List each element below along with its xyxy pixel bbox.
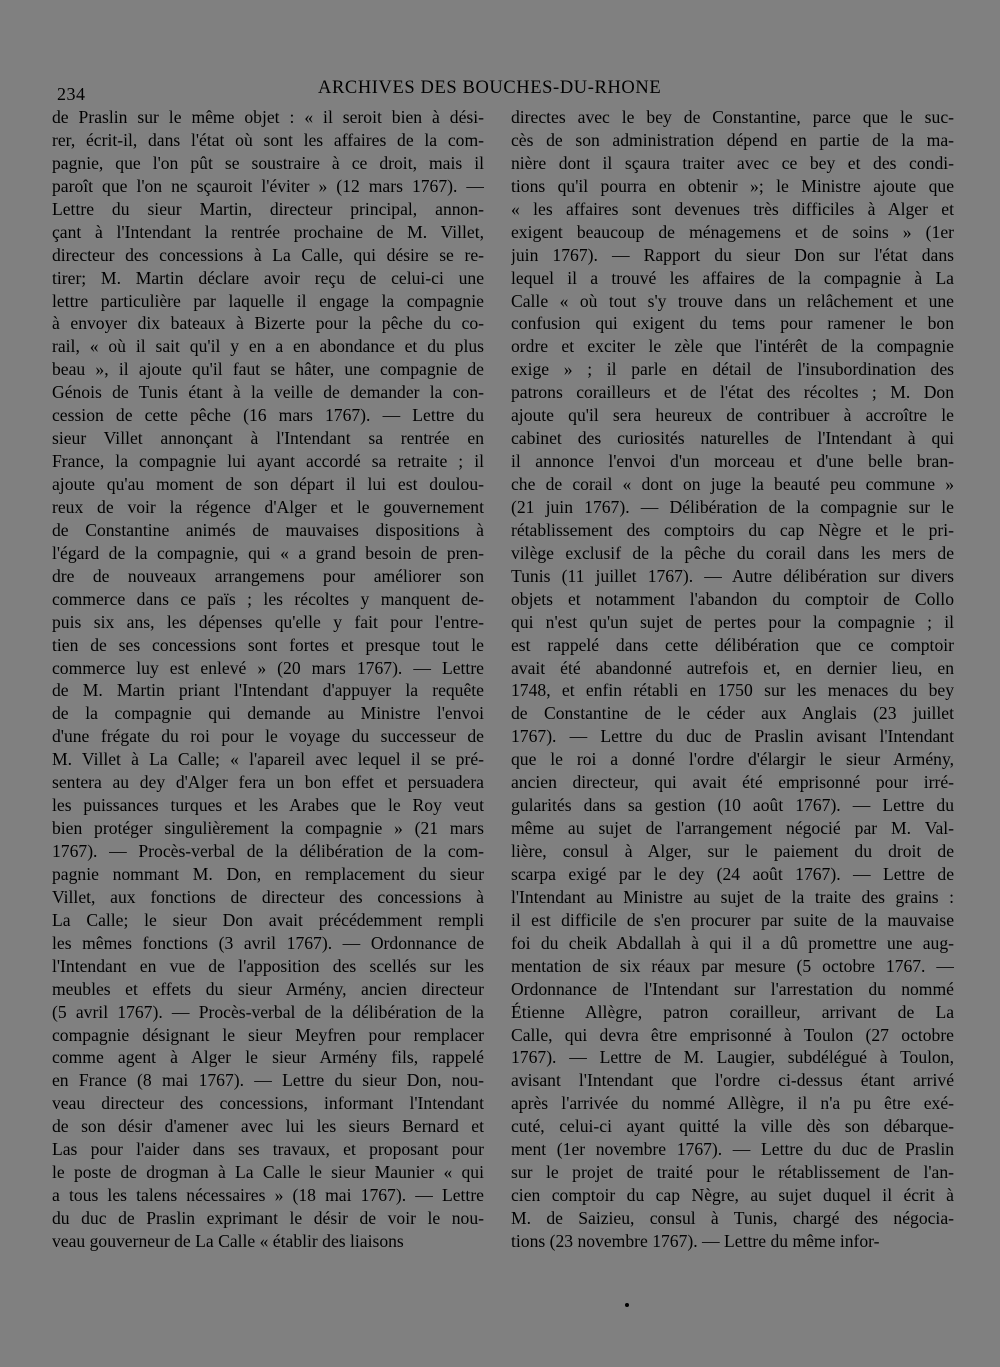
text-line: l'Intendant en vue de l'apposition des scellés sur les bbox=[52, 955, 484, 976]
text-line: de Constantine animés de mauvaises dispositions à bbox=[52, 519, 484, 540]
text-line: M. Villet à La Calle; « l'apareil avec lequel il se pré- bbox=[52, 749, 484, 770]
text-line: exige » ; il parle en détail de l'insubordination des bbox=[511, 359, 954, 380]
text-line: le poste de drogman à La Calle le sieur Maunier « qui bbox=[52, 1162, 484, 1183]
text-line: M. de Saizieu, consul à Tunis, chargé des négocia- bbox=[511, 1208, 954, 1228]
text-line: commerce luy est enlevé » (20 mars 1767). — Lettre bbox=[52, 657, 484, 678]
text-line: objets et notamment l'abandon du comptoir de Collo bbox=[511, 588, 954, 609]
text-line: 1767). — Procès-verbal de la délibération de la com- bbox=[52, 841, 484, 861]
text-line: paroît que l'on ne sçauroit l'éviter » (12 mars 1767). — bbox=[52, 175, 484, 196]
text-line: commerce dans ce païs ; les récoltes y manquent de- bbox=[52, 588, 484, 609]
text-line: lière, consul à Alger, sur le paiement du droit de bbox=[511, 841, 954, 861]
text-line: patrons corailleurs et de l'état des récoltes ; M. Don bbox=[511, 382, 954, 403]
text-line: de Constantine de le céder aux Anglais (23 juillet bbox=[511, 703, 954, 724]
ink-speck bbox=[625, 1303, 629, 1307]
text-line: l'Intendant au Ministre au sujet de la traite des grains : bbox=[511, 886, 954, 907]
text-line: sur le projet de traité pour le rétablissement de l'an- bbox=[511, 1162, 954, 1183]
text-line: Étienne Allègre, patron corailleur, arrivant de La bbox=[511, 1001, 954, 1022]
text-line: même au sujet de l'arrangement négocié par M. Val- bbox=[511, 818, 954, 839]
text-line: nière dont il sçaura traiter avec ce bey et des condi- bbox=[511, 152, 954, 173]
text-line: Tunis (11 juillet 1767). — Autre délibération sur divers bbox=[511, 565, 954, 586]
text-line: Lettre du sieur Martin, directeur principal, annon- bbox=[52, 198, 484, 219]
text-line: 1748, et enfin rétabli en 1750 sur les menaces du bey bbox=[511, 680, 954, 701]
text-line: cès de son administration dépend en partie de la ma- bbox=[511, 129, 954, 150]
text-line: a tous les talens nécessaires » (18 mai 1767). — Lettre bbox=[52, 1185, 484, 1206]
text-line: vilège exclusif de la pêche du corail dans les mers de bbox=[511, 542, 954, 563]
text-line: (21 juin 1767). — Délibération de la compagnie sur le bbox=[511, 496, 954, 517]
running-title: ARCHIVES DES BOUCHES-DU-RHONE bbox=[318, 78, 662, 98]
text-line: sieur Villet annonçant à l'Intendant sa rentrée en bbox=[52, 428, 484, 449]
text-line: mentation de six réaux par mesure (5 octobre 1767. — bbox=[511, 955, 954, 976]
text-line: Génois de Tunis étant à la veille de demander la con- bbox=[52, 382, 484, 403]
text-line: (5 avril 1767). — Procès-verbal de la délibération de la bbox=[52, 1001, 484, 1022]
text-line: tirer; M. Martin déclare avoir reçu de celui-ci une bbox=[52, 267, 484, 288]
text-line: rer, écrit-il, dans l'état où sont les affaires de la com- bbox=[52, 129, 484, 150]
text-line: cabinet des curiosités naturelles de l'Intendant à qui bbox=[511, 428, 954, 449]
text-line: après l'arrivée du nommé Allègre, il n'a pu être exé- bbox=[511, 1093, 954, 1114]
text-line: Villet, aux fonctions de directeur des concessions à bbox=[52, 886, 484, 907]
text-line: veau gouverneur de La Calle « établir des liaisons bbox=[52, 1230, 404, 1251]
text-line: en France (8 mai 1767). — Lettre du sieur Don, nou- bbox=[52, 1070, 484, 1091]
text-line: il est difficile de s'en procurer par suite de la mauvaise bbox=[511, 909, 954, 930]
text-line: qui n'est qu'un sujet de pertes pour la compagnie ; il bbox=[511, 611, 954, 632]
text-line: ajoute qu'au moment de son départ il lui est doulou- bbox=[52, 474, 484, 494]
text-line: tien de ses concessions sont fortes et presque tout le bbox=[52, 634, 484, 655]
text-line: l'égard de la compagnie, qui « a grand besoin de pren- bbox=[52, 542, 484, 563]
text-line: lequel il a trouvé les affaires de la compagnie à La bbox=[511, 267, 954, 288]
text-line: sentera au dey d'Alger fera un bon effet et persuadera bbox=[52, 772, 484, 793]
text-line: avisant l'Intendant que l'ordre ci-dessus étant arrivé bbox=[511, 1070, 954, 1091]
text-line: cuté, celui-ci ayant quitté la ville dès son débarque- bbox=[511, 1116, 954, 1137]
text-line: rail, « où il sait qu'il y en a en abondance et du plus bbox=[52, 336, 484, 357]
text-line: d'une frégate du roi pour le voyage du successeur de bbox=[52, 726, 484, 747]
text-line: juin 1767). — Rapport du sieur Don sur l'état dans bbox=[511, 244, 954, 265]
right-text-column bbox=[511, 106, 954, 1253]
text-line: « les affaires sont devenues très difficiles à Alger et bbox=[511, 198, 954, 219]
text-line: à envoyer dix bateaux à Bizerte pour la pêche du co- bbox=[52, 313, 484, 334]
text-line: ment (1er novembre 1767). — Lettre du duc de Praslin bbox=[511, 1139, 954, 1160]
text-line: çant à l'Intendant la rentrée prochaine de M. Villet, bbox=[52, 221, 484, 242]
text-line: rétablissement des comptoirs du cap Nègre et le pri- bbox=[511, 519, 954, 540]
text-line: Ordonnance de l'Intendant sur l'arrestation du nommé bbox=[511, 978, 954, 999]
text-line: du duc de Praslin exprimant le désir de voir le nou- bbox=[52, 1208, 484, 1228]
text-line: directeur des concessions à La Calle, qui désire se re- bbox=[52, 244, 484, 265]
text-line: Las pour l'aider dans ses travaux, et proposant pour bbox=[52, 1139, 484, 1160]
text-line: reux de voir la régence d'Alger et le gouvernement bbox=[52, 496, 484, 517]
text-line: comme agent à Alger le sieur Armény fils, rappelé bbox=[52, 1047, 484, 1068]
text-line: La Calle; le sieur Don avait précédemment rempli bbox=[52, 909, 484, 930]
text-line: directes avec le bey de Constantine, parce que le suc- bbox=[511, 107, 954, 127]
column-divider bbox=[494, 110, 495, 1242]
text-line: puis six ans, les dépenses qu'elle y fait pour l'entre- bbox=[52, 611, 484, 632]
text-line: pagnie nommant M. Don, en remplacement du sieur bbox=[52, 863, 484, 884]
text-line: les puissances turques et les Arabes que le Roy veut bbox=[52, 795, 484, 816]
text-line: est rappelé dans cette délibération que ce comptoir bbox=[511, 634, 954, 655]
text-line: scarpa exigé par le dey (24 août 1767). — Lettre de bbox=[511, 863, 954, 884]
page-header bbox=[0, 78, 1000, 104]
text-line: de son désir d'amener avec lui les sieurs Bernard et bbox=[52, 1116, 484, 1137]
text-line: ordre et exciter le zèle que l'intérêt de la compagnie bbox=[511, 336, 954, 357]
text-line: Calle, qui devra être emprisonné à Toulon (27 octobre bbox=[511, 1024, 954, 1045]
text-line: avait été abandonné autrefois et, en dernier lieu, en bbox=[511, 657, 954, 678]
left-text-column bbox=[52, 106, 484, 1253]
text-line: veau directeur des concessions, informant l'Intendant bbox=[52, 1093, 484, 1114]
text-line: ajoute qu'il sera heureux de contribuer à accroître le bbox=[511, 405, 954, 426]
text-line: compagnie désignant le sieur Meyfren pour remplacer bbox=[52, 1024, 484, 1045]
text-line: dre de nouveaux arrangemens pour améliorer son bbox=[52, 565, 484, 586]
text-line: que le roi a donné l'ordre d'élargir le sieur Armény, bbox=[511, 749, 954, 770]
text-line: de la compagnie qui demande au Ministre l'envoi bbox=[52, 703, 484, 724]
text-line: beau », il ajoute qu'il faut se hâter, une compagnie de bbox=[52, 359, 484, 380]
text-line: lettre particulière par laquelle il engage la compagnie bbox=[52, 290, 484, 311]
text-line: che de corail « dont on juge la beauté peu commune » bbox=[511, 474, 954, 494]
text-line: gularités dans sa gestion (10 août 1767). — Lettre du bbox=[511, 795, 954, 816]
text-line: de Praslin sur le même objet : « il seroit bien à dési- bbox=[52, 107, 484, 127]
text-line: de M. Martin priant l'Intendant d'appuyer la requête bbox=[52, 680, 484, 701]
text-line: meubles et effets du sieur Armény, ancien directeur bbox=[52, 978, 484, 999]
text-line: tions qu'il pourra en obtenir »; le Ministre ajoute que bbox=[511, 175, 954, 196]
text-line: tions (23 novembre 1767). — Lettre du même infor- bbox=[511, 1230, 880, 1251]
text-line: bien protéger singulièrement la compagnie » (21 mars bbox=[52, 818, 484, 839]
text-line: foi du cheik Abdallah à qui il a dû promettre une aug- bbox=[511, 932, 954, 953]
text-line: cession de cette pêche (16 mars 1767). — Lettre du bbox=[52, 405, 484, 426]
text-line: France, la compagnie lui ayant accordé sa retraite ; il bbox=[52, 451, 484, 472]
text-line: confusion qui exigent du tems pour ramener le bon bbox=[511, 313, 954, 334]
text-line: ancien directeur, qui avait été emprisonné pour irré- bbox=[511, 772, 954, 793]
text-line: les mêmes fonctions (3 avril 1767). — Ordonnance de bbox=[52, 932, 484, 953]
text-line: Calle « où tout s'y trouve dans un relâchement et une bbox=[511, 290, 954, 311]
text-line: 1767). — Lettre de M. Laugier, subdélégué à Toulon, bbox=[511, 1047, 954, 1068]
page-number: 234 bbox=[57, 84, 86, 104]
text-line: cien comptoir du cap Nègre, au sujet duquel il écrit à bbox=[511, 1185, 954, 1206]
text-line: exigent beaucoup de ménagemens et de soins » (1er bbox=[511, 221, 954, 242]
text-line: il annonce l'envoi d'un morceau et d'une belle bran- bbox=[511, 451, 954, 472]
text-line: pagnie, que l'on pût se soustraire à ce droit, mais il bbox=[52, 152, 484, 173]
text-line: 1767). — Lettre du duc de Praslin avisant l'Intendant bbox=[511, 726, 954, 747]
